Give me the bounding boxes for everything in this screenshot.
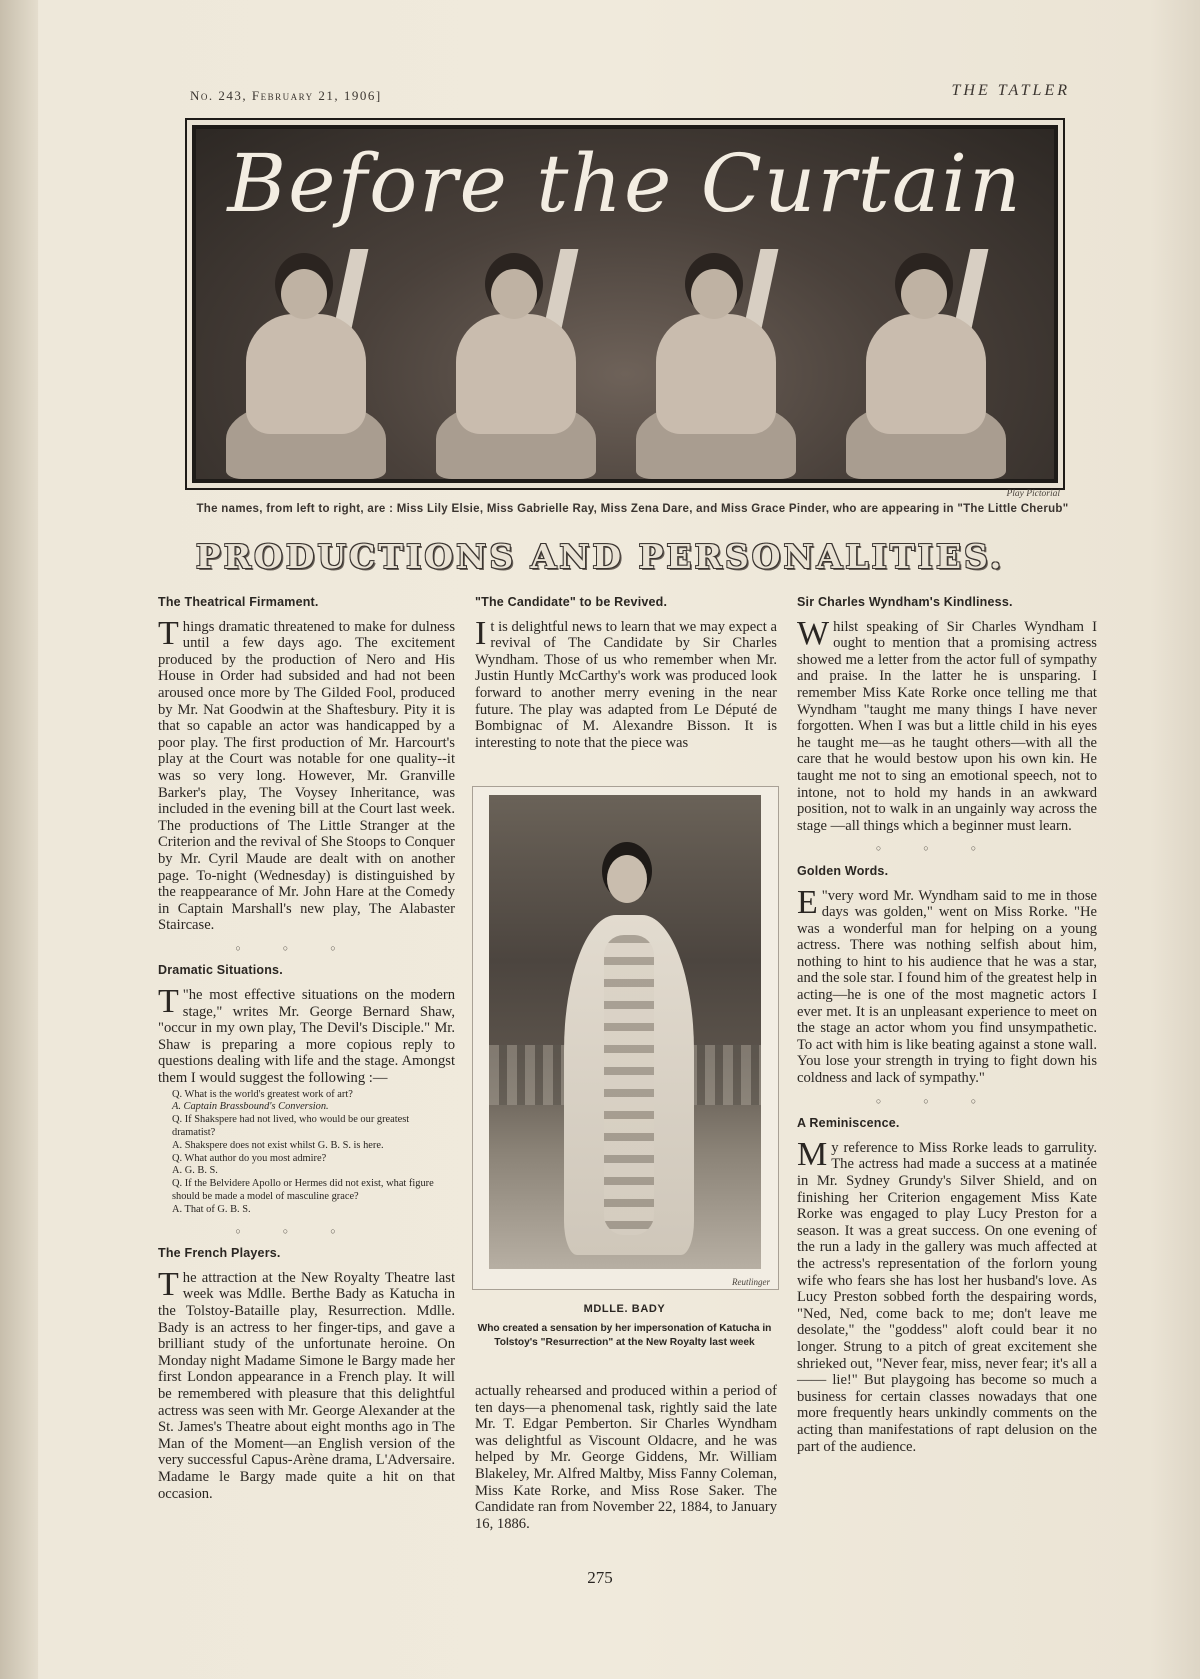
banner-credit: Play Pictorial (1006, 489, 1060, 499)
banner-figure (426, 229, 596, 479)
divider-dots: ○○○ (875, 843, 1019, 854)
qa-list (158, 1089, 455, 1217)
drop-cap: T (158, 614, 179, 652)
drop-cap: E (797, 883, 818, 921)
section-text: actually rehearsed and produced within a period of ten days—a phenomenal task, rightly said the late Mr. T. Edgar Pemberton. Sir Charles Wyndham was delightful as Viscount Oldacre, and he was helped by Mr. George Giddens, Mr. William Blakeley, Mr. Alfred Maltby, Miss Fanny Coleman, Miss Kate Rorke, and Miss Rose Saker. The Candidate ran from November 22, 1884, to January 16, 1886. (475, 1383, 777, 1532)
section-heading: A Reminiscence. (797, 1116, 900, 1131)
divider-dots: ○○○ (235, 1225, 378, 1236)
portrait-frame (472, 786, 779, 1290)
qa-line: Q. What is the world's greatest work of art? (172, 1088, 353, 1100)
banner-photo (185, 118, 1065, 490)
page-title: PRODUCTIONS AND PERSONALITIES. (195, 537, 1005, 576)
page-number: 275 (587, 1568, 613, 1587)
section-text: y reference to Miss Rorke leads to garrulity. The actress had made a success at a matinée in Mr. Sydney Grundy's Silver Shield, and on finishing her Criterion engagement Miss Kate Rorke was engaged to play Lucy Preston for a season. It was a great success. On one evening of the run a lady in the gallery was much affected at the actress's representation of the forlorn young wife who fears she has lost her husband's love. As Lucy Preston sobbed forth the despairing words, "Ned, Ned, come back to me; don't leave me desolate," the "goddess" aloft could bear it no longer. Strung to a pitch of great excitement she shrieked out, "Never fear, miss, never fear; it's all a —— lie!" But playgoing has become so much a business for certain classes nowadays that one more frequently hears unkindly comments on the acting than manifestations of rapt delusion on the part of the audience. (797, 1139, 1097, 1455)
banner-image (196, 129, 1054, 479)
column-1 (158, 594, 455, 1502)
section-body (797, 883, 1097, 1087)
column-2 (475, 594, 777, 751)
section-text: hings dramatic threatened to make for dulness until a few days ago. The excitement produced by the production of Nero and His House in Order had subsided and had not been aroused once more by The Gilded Fool, produced by Mr. Nat Goodwin at the Shaftesbury. Pity it is that so capable an actor was handicapped by a poor play. The first production of Mr. Harcourt's play at the Court was notable for one quality--it was so very long. However, Mr. Granville Barker's play, The Voysey Inheritance, was included in the evening bill at the Court last week. The productions of The Little Stranger at the Criterion and the revival of She Stoops to Conquer by Mr. Cyril Maude are dealt with on another page. To-night (Wednesday) is distinguished by the reappearance of Mr. John Hare at the Comedy in Captain Marshall's new play, The Alabaster Staircase. (158, 618, 455, 934)
column-2-continued (475, 1383, 777, 1532)
section-text: hilst speaking of Sir Charles Wyndham I ought to mention that a promising actress showed me a letter from the actor full of sympathy and praise. In the latter he is unsparing. I remember Miss Kate Rorke once telling me that Wyndham "taught me many things I have never forgotten. When I was but a little child in his eyes he taught me—as he taught others—with all the care that he would bestow upon his own kin. He taught me not to sing an emotional speech, not to intone, not to hold my hands in an awkward position, not to walk in an ungainly way across the stage —all things which a beginner must learn. (797, 618, 1097, 834)
masthead: THE TATLER (951, 82, 1070, 99)
portrait-photo (489, 795, 761, 1269)
section-text: "he most effective situations on the modern stage," writes Mr. George Bernard Shaw, "occur in my own play, The Devil's Disciple." Mr. Shaw is preparing a more copious reply to questions dealing with life and the stage. Amongst them I would suggest the following :— (158, 987, 455, 1087)
banner-caption: The names, from left to right, are : Miss Lily Elsie, Miss Gabrielle Ray, Miss Zena Dare, and Miss Grace Pinder, who are appearing in "The Little Cherub" (196, 503, 1069, 515)
section-heading: The Theatrical Firmament. (158, 595, 319, 609)
banner-figure (626, 229, 796, 479)
section-heading: The French Players. (158, 1246, 281, 1261)
section-body (797, 1135, 1097, 1455)
section-heading: Sir Charles Wyndham's Kindliness. (797, 595, 1013, 609)
banner-figure (836, 229, 1006, 479)
section-heading: Golden Words. (797, 863, 889, 878)
photo-credit: Reutlinger (732, 1277, 770, 1287)
drop-cap: T (158, 983, 179, 1021)
section-body (158, 983, 455, 1087)
qa-line: A. That of G. B. S. (172, 1203, 251, 1215)
banner-figure (216, 229, 386, 479)
qa-line: A. G. B. S. (172, 1165, 218, 1177)
photo-name: MDLLE. BADY (583, 1303, 666, 1315)
qa-line: Q. What author do you most admire? (172, 1152, 327, 1164)
qa-line: A. Captain Brassbound's Conversion. (172, 1101, 329, 1113)
page-edge (0, 0, 38, 1679)
qa-line: Q. If the Belvidere Apollo or Hermes did not exist, what figure should be made a model of masculine grace? (172, 1178, 434, 1202)
drop-cap: W (797, 614, 830, 652)
drop-cap: M (797, 1135, 828, 1173)
section-body (158, 614, 455, 934)
qa-line: A. Shakspere does not exist whilst G. B. S. is here. (172, 1139, 384, 1151)
section-text: "very word Mr. Wyndham said to me in those days was golden," went on Miss Rorke. "He was a wonderful man for helping on a young actress. There was nothing selfish about him, nothing to hint to his audience that he was a star, and the sole star. I found him of the greatest help in acting—he is one of the most magnetic actors I ever met. It is an unpleasant experience to meet on the stage an actor whom you find unsympathetic. To act with him is like beating against a stone wall. You lose your strength in trying to fight down his coldness and lack of sympathy." (797, 887, 1097, 1087)
issue-line: No. 243, February 21, 1906] (190, 88, 382, 103)
divider-dots: ○○○ (235, 942, 378, 953)
section-text: he attraction at the New Royalty Theatre last week was Mdlle. Berthe Bady as Katucha in the Tolstoy-Bataille play, Resurrection. Mdlle. Bady is an actress to her finger-tips, and gave a brilliant study of the unfortunate heroine. On Monday night Madame Simone le Bargy made her first London appearance in a French play. It will be remembered with pleasure that this delightful actress was seen with Mr. George Alexander at the St. James's Theatre about eight months ago in The Man of the Moment—an English version of the very successful Capus-Arène drama, L'Adversaire. Madame le Bargy made quite a hit on that occasion. (158, 1269, 455, 1502)
drop-cap: T (158, 1265, 179, 1303)
section-heading: Dramatic Situations. (158, 963, 283, 978)
section-text: t is delightful news to learn that we may expect a revival of The Candidate by Sir Charles Wyndham. Those of us who remember when Mr. Justin Huntly McCarthy's work was produced look forward to another merry evening in the near future. The play was adapted from Le Député de Bombignac of M. Alexandre Bisson. It is interesting to note that the piece was (475, 618, 777, 751)
section-heading: "The Candidate" to be Revived. (475, 595, 668, 609)
photo-caption: Who created a sensation by her impersonation of Katucha in Tolstoy's "Resurrection" at the New Royalty last week (477, 1323, 772, 1348)
divider-dots: ○○○ (875, 1095, 1019, 1106)
section-body (475, 614, 777, 752)
section-body (797, 614, 1097, 835)
column-3 (797, 594, 1097, 1455)
drop-cap: I (475, 614, 487, 652)
qa-line: Q. If Shakspere had not lived, who would be our greatest dramatist? (172, 1114, 410, 1139)
banner-title: Before the Curtain (227, 137, 1023, 230)
section-body (158, 1265, 455, 1502)
